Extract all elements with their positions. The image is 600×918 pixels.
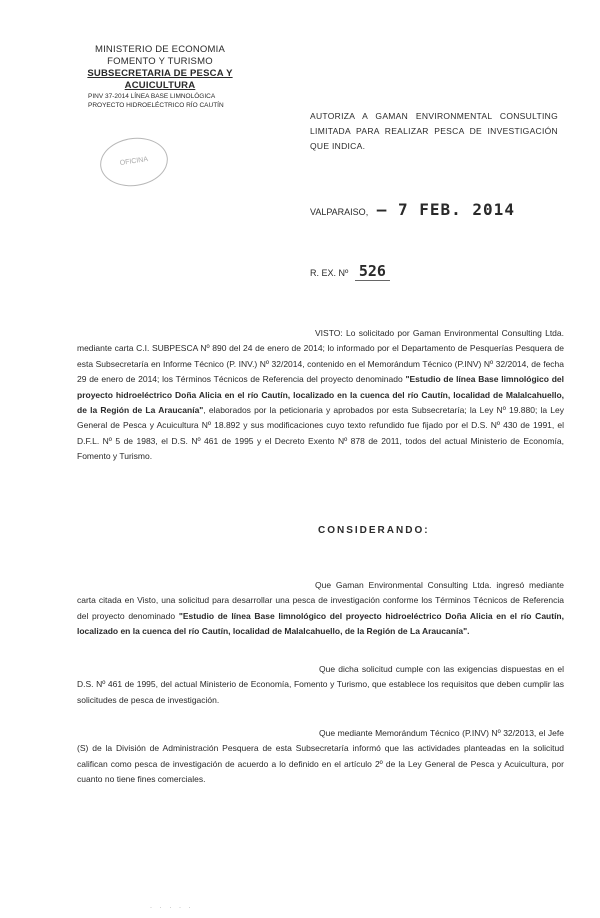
office-stamp: [97, 134, 171, 191]
rex-number: 526: [355, 262, 390, 281]
date-place: VALPARAISO,: [310, 207, 369, 217]
reference-code: PINV 37-2014 LÍNEA BASE LIMNOLÓGICA: [88, 93, 216, 100]
visto-text-a: VISTO: Lo solicitado por Gaman Environmental Consulting Ltda. mediante carta C.I. SUBPESCA Nº 890 del 24 de enero de 2014; lo informado por el Departamento de Pesquerías Pesquera de esta Subsecretaría en Informe Técnico (P. INV.) Nº 32/2014, contenido en el Memorándum Técnico (P.INV) Nº 32/2014, de fecha 29 de enero de 2014; los Términos Técnicos de Referencia del proyecto denominado: [77, 328, 564, 385]
visto-text-c: , elaborados por la peticionaria y aprobados por esta Subsecretaría; la Ley Nº 19.880; la Ley General de Pesca y Acuicultura Nº 18.892 y sus modificaciones cuyo texto refundido fue fijado por el D.S. Nº 430 de 1991, el D.F.L. Nº 5 de 1983, el D.S. Nº 461 de 1995 y el Decreto Exento Nº 878 de 2011, todos del actual Ministerio de Economía, Fomento y Turismo.: [77, 405, 564, 462]
ministry-name: MINISTERIO DE ECONOMIA: [94, 44, 226, 55]
stamp-text: OFICINA: [119, 156, 149, 167]
considerando-paragraph-1: [77, 578, 564, 640]
resolution-date: [310, 200, 515, 219]
considerando-paragraph-3: Que mediante Memorándum Técnico (P.INV) Nº 32/2013, el Jefe (S) de la División de Administración Pesquera de esta Subsecretaría informó que las actividades planteadas en la solicitud califican como pesca de investigación de acuerdo a lo definido en el artículo 2º de la Ley General de Pesca y Acuicultura, por cuanto no tiene fines comerciales.: [77, 728, 564, 785]
resolution-number: [310, 262, 390, 280]
date-value: – 7 FEB. 2014: [376, 200, 515, 219]
resolution-subject: AUTORIZA A GAMAN ENVIRONMENTAL CONSULTING LIMITADA PARA REALIZAR PESCA DE INVESTIGACIÓN QUE INDICA.: [310, 111, 558, 151]
ministry-subname: FOMENTO Y TURISMO: [107, 56, 213, 67]
considerando-paragraph-2: Que dicha solicitud cumple con las exigencias dispuestas en el D.S. Nº 461 de 1995, del actual Ministerio de Economía, Fomento y Turismo, que establece los requisitos que deben cumplir las solicitudes de pesca de investigación.: [77, 664, 564, 705]
letterhead: [60, 44, 260, 110]
visto-paragraph: [77, 326, 564, 465]
subsecretariat-name: SUBSECRETARIA DE PESCA Y ACUICULTURA: [87, 68, 233, 91]
page-footer-marks: · · · · ·: [150, 905, 194, 911]
visto-project-title: "Estudio de línea Base limnológico del proyecto hidroeléctrico Doña Alicia en el río Cautín, localizado en la cuenca del río Cautín, localidad de Malalcahuello, de la Región de La Araucanía": [77, 374, 564, 416]
c1-text-a: Que Gaman Environmental Consulting Ltda. ingresó mediante carta citada en Visto, una solicitud para desarrollar una pesca de investigación conforme los Términos Técnicos de Referencia del proyecto denominado: [77, 580, 564, 621]
rex-label: R. EX. Nº: [310, 268, 349, 278]
considerando-heading: CONSIDERANDO:: [318, 525, 430, 536]
project-name: PROYECTO HIDROELÉCTRICO RÍO CAUTÍN: [88, 102, 224, 109]
c1-project-title: "Estudio de línea Base limnológico del proyecto hidroeléctrico Doña Alicia en el río Cautín, localizado en la cuenca del río Cautín, localidad de Malalcahuello, de la Región de La Araucanía".: [77, 610, 564, 637]
